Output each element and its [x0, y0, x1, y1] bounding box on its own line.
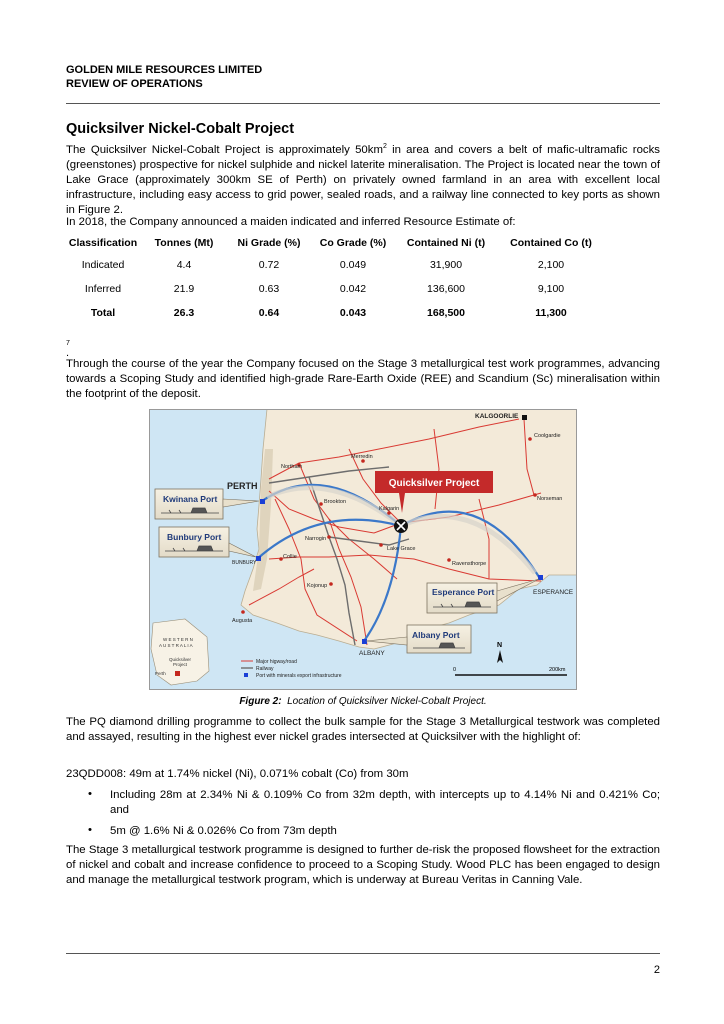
table-cell: Inferred [84, 283, 122, 295]
table-cell: 4.4 [176, 259, 192, 271]
highlight-line: 23QDD008: 49m at 1.74% nickel (Ni), 0.071% cobalt (Co) from 30m [66, 768, 409, 780]
stage3-paragraph: The Stage 3 metallurgical testwork programme is designed to further de-risk the proposed flowsheet for the extraction of nickel and cobalt and increase confidence to proceed to a Scoping Study. Wood PLC has been engaged to design and manage the metallurgical testwork program, which is underway at Bureau Veritas in Canning Vale. [66, 844, 660, 886]
bullet-item: 5m @ 1.6% Ni & 0.026% Co from 73m depth [110, 825, 337, 837]
location-map [149, 409, 577, 690]
table-cell: 31,900 [429, 259, 463, 271]
figure-caption [66, 696, 660, 707]
kalgoorlie-marker [522, 415, 527, 420]
column-header: Tonnes (Mt) [154, 237, 214, 249]
table-row [66, 253, 606, 277]
bullet-marker: • [88, 788, 92, 800]
header-divider [66, 103, 660, 104]
table-cell: 0.63 [258, 283, 280, 295]
esperance-label: ESPERANCE [533, 589, 574, 596]
table-cell: 168,500 [427, 307, 465, 319]
company-name: GOLDEN MILE RESOURCES LIMITED [66, 64, 263, 76]
kojonup-label: Kojonup [307, 583, 328, 589]
coolgardie-label: Coolgardie [534, 433, 561, 439]
perth-label: PERTH [227, 481, 258, 491]
scale-start: 0 [453, 667, 457, 673]
bullet-item: Including 28m at 2.34% Ni & 0.109% Co from 32m depth, with intercepts up to 4.14% Ni and 0.421% Co; and [110, 789, 660, 816]
table-cell: 0.049 [339, 259, 367, 271]
legend-railway: Railway [256, 666, 274, 672]
kalgarin-label: Kalgarin [379, 506, 400, 512]
footer-divider [66, 953, 660, 954]
section-title: Quicksilver Nickel-Cobalt Project [66, 121, 295, 137]
project-marker [394, 519, 408, 533]
brookton-label: Brookton [324, 499, 347, 505]
collie-label: Collie [283, 554, 297, 560]
narrogin-label: Narrogin [305, 536, 327, 542]
footnote-number: 7 [66, 340, 70, 347]
table-cell: 26.3 [173, 307, 195, 319]
column-header: Co Grade (%) [319, 237, 387, 249]
column-header: Ni Grade (%) [237, 237, 301, 249]
albany-label: ALBANY [359, 650, 385, 657]
table-cell: 0.043 [339, 307, 367, 319]
albany-port-label: Albany Port [412, 630, 460, 640]
table-row [66, 277, 606, 301]
merredin-label: Merredin [351, 454, 373, 460]
legend-port: Port with minerals export infrastructure [256, 673, 342, 679]
project-callout-label: Quicksilver Project [388, 478, 480, 489]
inset-project-line2: Project [173, 662, 188, 667]
resource-table [66, 233, 606, 325]
inset-project-marker [175, 671, 180, 676]
norseman-label: Norseman [537, 496, 563, 502]
lake-grace-label: Lake Grace [387, 546, 416, 552]
footnote-dot: . [66, 347, 70, 359]
intro-text-post: in area and covers a belt of mafic-ultramafic rocks (greenstones) prospective for nickel sulphide and nickel laterite mineralisation. The Project is located near the town of Lake Grace (approximately 300km SE of Perth) on privately owned farmland in an area with excellent local infrastructure, including easy access to grid power, sealed roads, and a railway line connected to key ports as shown in Figure 2. [66, 143, 661, 216]
kwinana-port-label: Kwinana Port [163, 494, 218, 504]
intro-superscript: 2 [382, 143, 387, 150]
inset-label-line1: W E S T E R N [163, 637, 193, 642]
year-focus-paragraph: Through the course of the year the Company focused on the Stage 3 metallurgical test work programmes, advancing towards a Scoping Study and identified high-grade Rare-Earth Oxide (REE) and Scandium (Sc) mineralisation within the footprint of the deposit. [66, 358, 660, 400]
table-cell: 0.64 [258, 307, 280, 319]
north-label: N [497, 642, 503, 649]
kalgoorlie-label: KALGOORLIE [475, 413, 519, 420]
page-number: 2 [653, 964, 660, 976]
table-cell: Total [90, 307, 116, 319]
scale-end: 200km [549, 667, 566, 673]
map-svg [149, 409, 577, 690]
intro-paragraph [66, 139, 660, 218]
column-header: Contained Ni (t) [406, 237, 486, 249]
bunbury-label: BUNBURY [232, 560, 257, 566]
column-header: Contained Co (t) [510, 237, 592, 249]
table-cell: 0.042 [339, 283, 367, 295]
northam-label: Northam [281, 464, 303, 470]
page-header [66, 63, 262, 91]
intro-text-pre: The Quicksilver Nickel-Cobalt Project is approximately 50km [66, 143, 383, 156]
inset-label-line2: A U S T R A L I A [159, 643, 193, 648]
augusta-label: Augusta [232, 618, 253, 624]
drilling-paragraph: The PQ diamond drilling programme to collect the bulk sample for the Stage 3 Metallurgical testwork was completed and assayed, resulting in the highest ever nickel grades intersected at Quicksilver with the highlight of: [66, 716, 660, 743]
legend-highway: Major higway/road [256, 659, 297, 665]
resource-intro: In 2018, the Company announced a maiden indicated and inferred Resource Estimate of: [66, 216, 516, 228]
table-cell: 2,100 [537, 259, 565, 271]
figure-label: Figure 2: [239, 696, 282, 707]
table-cell: 9,100 [537, 283, 565, 295]
esperance-port-label: Esperance Port [432, 587, 495, 597]
figure-caption-text: Location of Quicksilver Nickel-Cobalt Project. [287, 696, 487, 707]
table-cell: Indicated [81, 259, 125, 271]
ravensthorpe-label: Ravensthorpe [452, 561, 487, 567]
inset-perth-label: Perth [155, 671, 166, 676]
table-cell: 136,600 [427, 283, 465, 295]
column-header: Classification [68, 237, 138, 249]
bullet-marker: • [88, 824, 92, 836]
table-cell: 21.9 [173, 283, 195, 295]
table-cell: 0.72 [258, 259, 280, 271]
bunbury-port-label: Bunbury Port [167, 532, 222, 542]
inset-project-line1: Quicksilver [169, 657, 192, 662]
table-row-total [66, 301, 606, 325]
table-header-row [66, 233, 606, 253]
table-cell: 11,300 [535, 307, 567, 319]
section-name: REVIEW OF OPERATIONS [66, 78, 203, 90]
